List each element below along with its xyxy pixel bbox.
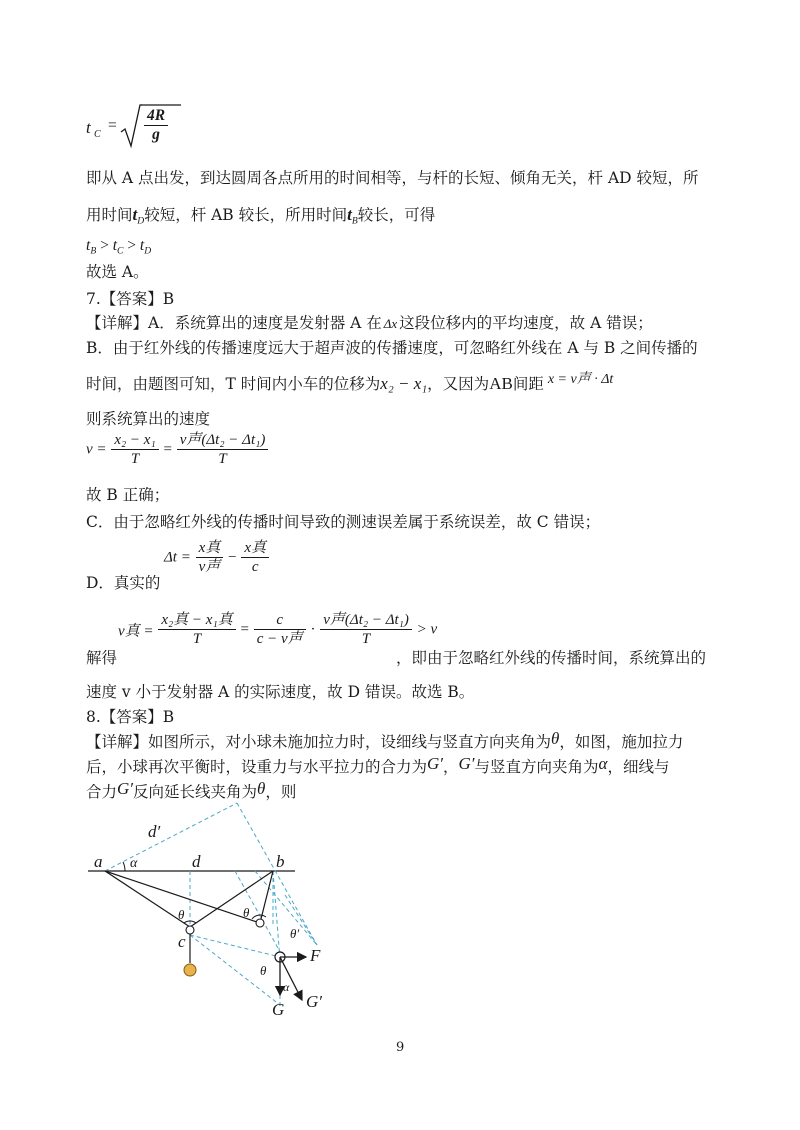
label-theta-c: θ xyxy=(178,907,185,922)
q8-l2-text4: ，细线与 xyxy=(607,758,670,776)
q7-distance-formula: x = v声 · Δt xyxy=(547,372,614,387)
dt-frac1-num: x真 xyxy=(196,540,224,558)
radical-sign xyxy=(120,104,142,150)
q7-displacement: x₂ − x₁ xyxy=(380,374,428,393)
q7-vtrue-formula xyxy=(118,612,437,648)
dt-frac2-den: c xyxy=(251,559,259,576)
para1-text-b: 较短，杆 AB 较长，所用时间 xyxy=(144,206,348,224)
ineq-sub2: C xyxy=(117,245,124,257)
label-theta-low: θ xyxy=(260,963,267,978)
v-frac1 xyxy=(111,432,158,468)
q8-heading: 8.【答案】B xyxy=(86,708,175,726)
q7-delta-t-formula xyxy=(164,540,269,576)
ineq-sub1: B xyxy=(90,245,97,257)
dt-frac1-den: v声 xyxy=(198,559,221,576)
dashed-c-g xyxy=(190,935,280,1005)
vt-frac2-num: c xyxy=(254,612,306,630)
t-d-symbol: t xyxy=(132,205,138,224)
label-c: c xyxy=(178,932,186,951)
q8-line2 xyxy=(86,755,670,777)
choose-a: 故选 A。 xyxy=(86,263,149,281)
v-eq: = xyxy=(163,441,172,458)
ineq-t2: t xyxy=(112,237,117,254)
q7-d-last: 速度 v 小于发射器 A 的实际速度，故 D 错误。故选 B。 xyxy=(86,683,475,701)
q8-l2-text3: 与竖直方向夹角为 xyxy=(474,758,599,776)
ineq-gt2: > xyxy=(123,237,140,254)
q7-b2-text3: 间距 xyxy=(512,375,544,393)
tc-fraction xyxy=(144,107,168,144)
q8-l2-text1: 后，小球再次平衡时，设重力与水平拉力的合力为 xyxy=(86,758,428,776)
label-d-prime: d′ xyxy=(148,822,161,841)
pendulum-figure xyxy=(80,795,340,1025)
para1-text-c: 较长，可得 xyxy=(357,206,436,224)
q7-b-line1: B．由于红外线的传播速度远大于超声波的传播速度，可忽略红外线在 A 与 B 之间传播的 xyxy=(86,339,698,357)
tc-equals: = xyxy=(108,117,117,134)
q8-l1-text1: 【详解】如图所示，对小球未施加拉力时，设细线与竖直方向夹角为 xyxy=(86,733,552,751)
q8-g-prime-3: G′ xyxy=(117,779,134,798)
q7-c-line: C．由于忽略红外线的传播时间导致的测速误差属于系统误差，故 C 错误； xyxy=(86,513,601,531)
ineq-t1: t xyxy=(86,237,91,254)
dt-frac2 xyxy=(241,540,269,576)
v-frac1-den: T xyxy=(130,451,140,468)
q7-b-line2 xyxy=(86,372,613,394)
q7-detail-a-text2: 这段位移内的平均速度，故 A 错误； xyxy=(399,314,653,332)
ball-hanging xyxy=(184,964,196,976)
dt-minus: − xyxy=(228,549,237,566)
tc-subscript: C xyxy=(94,129,101,140)
q7-b2-text2: ，又因为 xyxy=(427,375,490,393)
alpha-arc-a xyxy=(123,862,125,871)
q7-b-line3: 则系统算出的速度 xyxy=(86,410,211,428)
vt-frac3-num: v声(Δt₂ − Δt₁) xyxy=(320,612,412,630)
vt-frac2-den: c − v声 xyxy=(256,631,303,648)
vt-eq: = xyxy=(240,621,249,638)
label-G-prime: G′ xyxy=(306,992,322,1011)
label-F: F xyxy=(310,946,321,965)
tc-symbol: t xyxy=(86,118,91,137)
dt-frac1 xyxy=(196,540,224,576)
q7-detail-a-text1: 【详解】A．系统算出的速度是发射器 A 在 xyxy=(86,314,382,332)
para1-text-a: 用时间 xyxy=(86,206,133,224)
vt-frac1-den: T xyxy=(192,631,202,648)
q7-d-tail: ，即由于忽略红外线的传播时间，系统算出的 xyxy=(396,649,707,667)
label-b: b xyxy=(276,852,285,871)
v-frac2 xyxy=(177,432,269,468)
inequality xyxy=(86,236,151,256)
vt-frac1-num: x₂真 − x₁真 xyxy=(158,612,235,630)
vt-frac3 xyxy=(320,612,412,648)
ineq-gt1: > xyxy=(96,237,113,254)
v-lhs: v = xyxy=(86,441,107,458)
v-frac2-den: T xyxy=(218,451,227,468)
q8-theta: θ xyxy=(551,729,560,748)
ring-c xyxy=(186,926,194,934)
q8-line1 xyxy=(86,730,683,752)
q7-b-conclusion: 故 B 正确； xyxy=(86,486,170,504)
theta-arc-2 xyxy=(252,915,266,919)
ineq-sub3: D xyxy=(144,245,152,257)
q7-ab: AB xyxy=(489,374,513,393)
label-alpha: α xyxy=(130,856,138,871)
vt-gt: > v xyxy=(416,621,438,638)
vt-lhs: v真 = xyxy=(118,623,154,640)
q8-g-prime-2: G′ xyxy=(458,754,475,773)
q7-solve-label: 解得 xyxy=(86,649,118,667)
q8-l3-text2: 反向延长线夹角为 xyxy=(133,783,258,801)
label-G: G xyxy=(272,1000,285,1019)
label-theta-2: θ xyxy=(243,905,250,920)
dashed-a-dprime xyxy=(105,803,237,871)
ring-2 xyxy=(256,919,264,927)
q8-g-prime-1: G′ xyxy=(427,754,444,773)
ineq-t3: t xyxy=(139,237,145,254)
t-b-subscript: B xyxy=(351,215,358,227)
label-theta-prime: θ′ xyxy=(290,926,300,941)
tc-denominator: g xyxy=(152,125,160,143)
t-d-subscript: D xyxy=(137,215,145,227)
tc-numerator: 4R xyxy=(144,107,168,126)
q8-l2-text2: ， xyxy=(443,758,459,776)
vt-frac3-den: T xyxy=(361,631,371,648)
label-a: a xyxy=(94,852,103,871)
q7-heading: 7.【答案】B xyxy=(86,290,175,308)
para1-line1: 即从 A 点出发，到达圆周各点所用的时间相等，与杆的长短、倾角无关，杆 AD 较短，所 xyxy=(86,169,699,187)
vt-frac2 xyxy=(254,612,306,648)
q8-l3-text1: 合力 xyxy=(86,783,118,801)
page-number: 9 xyxy=(396,1040,405,1055)
vt-frac1 xyxy=(158,612,235,648)
q7-delta-x: Δx xyxy=(383,316,398,331)
dt-frac2-num: x真 xyxy=(241,540,269,558)
q8-l3-text3: ，则 xyxy=(265,783,297,801)
v-frac2-num: v声(Δt₂ − Δt₁) xyxy=(177,432,269,450)
q8-alpha: α xyxy=(598,754,608,773)
q7-b2-text1: 时间，由题图可知，T 时间内小车的位移为 xyxy=(86,375,381,393)
t-b-symbol: t xyxy=(347,205,352,224)
q8-theta-2: θ xyxy=(257,779,266,798)
q7-d-label: D．真实的 xyxy=(86,574,161,592)
label-alpha-low: α xyxy=(283,980,290,994)
para1-line2 xyxy=(86,203,435,226)
q8-l1-text2: ，如图，施加拉力 xyxy=(559,733,684,751)
dashed-b-ball2 xyxy=(273,871,280,960)
q7-velocity-formula xyxy=(86,432,268,468)
vt-dot: · xyxy=(310,621,316,638)
dt-lhs: Δt = xyxy=(164,549,191,566)
v-frac1-num: x₂ − x₁ xyxy=(111,432,158,450)
label-d: d xyxy=(192,852,201,871)
q7-detail-a xyxy=(86,311,653,333)
